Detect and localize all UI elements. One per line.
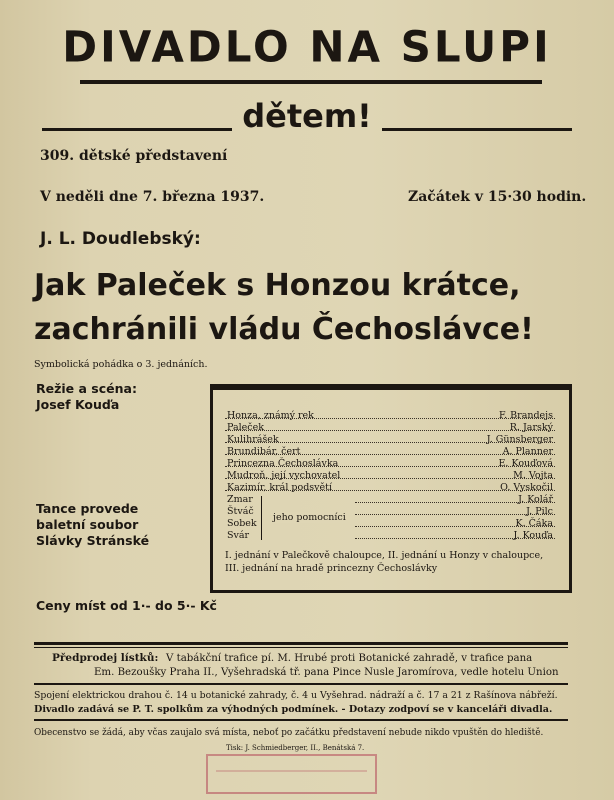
audience-notice: Obecenstvo se žádá, aby včas zaujalo svá místa, neboť po začátku představení nebude nikdo vpuštěn do hlediště.: [34, 728, 544, 738]
cast-actor: J. Günsberger: [486, 434, 553, 445]
performance-start: Začátek v 15·30 hodin.: [408, 189, 587, 205]
footer-rule-bottom: [34, 719, 568, 721]
cast-role: Kulihrášek: [227, 434, 279, 445]
footer-rule-top2: [34, 647, 568, 648]
transport-line1: Spojení elektrickou drahou č. 14 u botanické zahrady, č. 4 u Vyšehrad. nádraží a č. 17 a 21 z Rašínova nábřeží.: [34, 690, 558, 701]
cast-actor: J. Pilc: [526, 506, 553, 517]
cast-role: Princezna Čechoslávka: [227, 458, 339, 469]
cast-role: Zmar: [227, 494, 253, 505]
presale-label: [52, 652, 158, 665]
ticket-prices: Ceny míst od 1·- do 5·- Kč: [36, 598, 217, 613]
cast-row: [225, 494, 555, 506]
dance-line1: Tance provede: [36, 501, 139, 516]
printer-line: Tisk: J. Schmiedberger, II., Benátská 7.: [226, 744, 365, 752]
cast-role: Mudroň, její vychovatel: [227, 470, 341, 481]
cast-row: [225, 482, 555, 494]
presale-label-text: Předprodej lístků:: [52, 652, 159, 664]
cast-row: [225, 422, 555, 434]
performance-number: 309. dětské představení: [40, 148, 228, 164]
cast-row: [225, 530, 555, 542]
cast-actor: M. Vojta: [513, 470, 553, 481]
acts-note-line1: I. jednání v Palečkově chaloupce, II. jednání u Honzy v chaloupce,: [225, 550, 544, 561]
cast-actor: J. Kouďa: [513, 530, 553, 541]
library-stamp: [206, 754, 377, 794]
cast-role: Brundibár, čert: [227, 446, 301, 457]
cast-role: Honza, známý rek: [227, 410, 314, 421]
cast-actor: R. Jarský: [509, 422, 553, 433]
cast-box: [210, 384, 572, 593]
subtitle-rule-left: [42, 128, 232, 131]
performance-date: V neděli dne 7. března 1937.: [40, 189, 265, 205]
title-rule: [80, 80, 542, 84]
play-title-line2: zachránili vládu Čechoslávce!: [34, 312, 534, 347]
cast-row: [225, 458, 555, 470]
acts-note-line2: III. jednání na hradě princezny Čechoslávky: [225, 563, 438, 574]
cast-actor: E. Kouďová: [498, 458, 553, 469]
cast-role: Paleček: [227, 422, 264, 433]
play-author: J. L. Doudlebský:: [40, 229, 201, 249]
cast-row: [225, 446, 555, 458]
cast-role: Štváč: [227, 506, 254, 517]
cast-actor: F. Brandejs: [499, 410, 553, 421]
cast-row: [225, 410, 555, 422]
helpers-bracket: [261, 496, 265, 540]
audience-heading: dětem!: [242, 97, 372, 135]
footer-rule-top: [34, 642, 568, 645]
footer-rule-mid: [34, 683, 568, 685]
cast-actor: A. Planner: [502, 446, 553, 457]
direction-name: Josef Kouďa: [36, 397, 120, 412]
dance-line3: Slávky Stránské: [36, 533, 150, 548]
cast-row: [225, 470, 555, 482]
helpers-label: jeho pomocníci: [273, 512, 346, 523]
presale-line1: V tabákční trafice pí. M. Hrubé proti Botanické zahradě, v trafice pana: [166, 653, 533, 664]
transport-line2: Divadlo zadává se P. T. spolkům za výhodných podmínek. - Dotazy zodpoví se v kanceláři divadla.: [34, 704, 553, 715]
subtitle-rule-right: [382, 128, 572, 131]
cast-role: Svár: [227, 530, 250, 541]
cast-actor: O. Vyskočil: [500, 482, 553, 493]
cast-actor: J. Kolář: [518, 494, 553, 505]
dance-line2: baletní soubor: [36, 517, 139, 532]
play-title-line1: Jak Paleček s Honzou krátce,: [34, 268, 521, 303]
play-subtitle: Symbolická pohádka o 3. jednáních.: [34, 359, 208, 370]
cast-role: Kazimír, král podsvětí: [227, 482, 333, 493]
cast-role: Sobek: [227, 518, 257, 529]
direction-label: Režie a scéna:: [36, 381, 137, 396]
cast-actor: K. Čáka: [515, 518, 553, 529]
presale-line2: Em. Bezoušky Praha II., Vyšehradská tř. pana Pince Nusle Jaromírova, vedle hotelu Union: [94, 667, 559, 678]
theatre-title: DIVADLO NA SLUPI: [62, 21, 552, 72]
cast-row: [225, 434, 555, 446]
